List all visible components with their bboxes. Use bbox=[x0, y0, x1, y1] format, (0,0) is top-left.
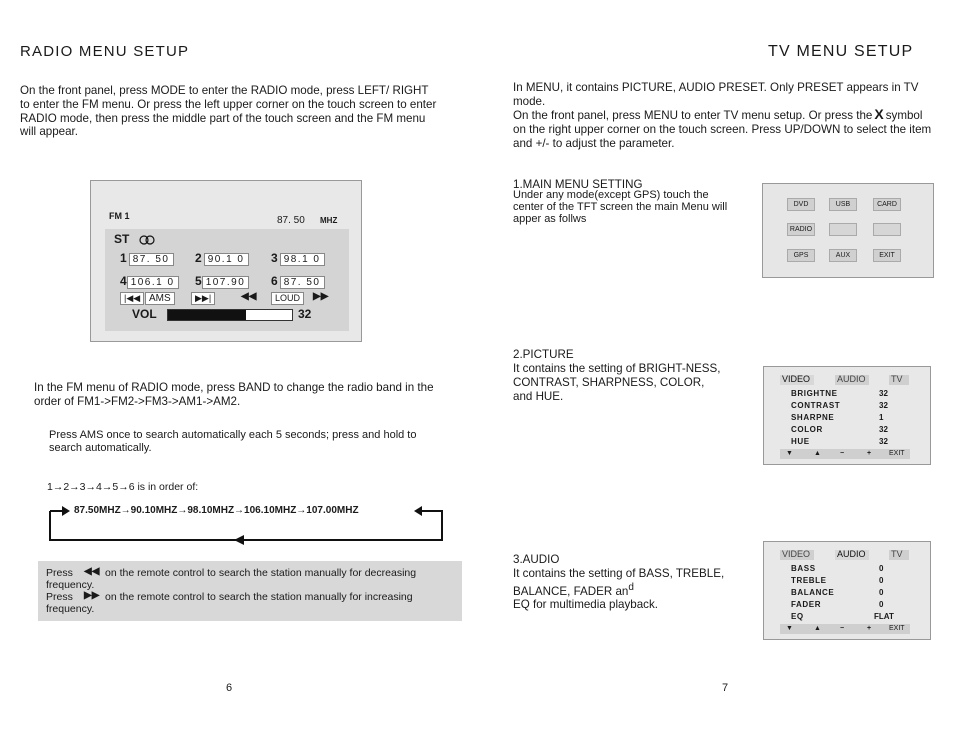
main-menu-aux-button[interactable]: AUX bbox=[829, 249, 857, 262]
section-3-title: 3.AUDIO bbox=[513, 553, 560, 566]
tab-tv[interactable]: TV bbox=[891, 549, 903, 559]
current-frequency: 87. 50 bbox=[277, 215, 305, 226]
tab-audio[interactable]: AUDIO bbox=[837, 549, 866, 559]
volume-bar[interactable] bbox=[167, 309, 293, 321]
volume-fill bbox=[168, 310, 246, 320]
preset-4[interactable]: 4 106.1 0 bbox=[120, 274, 179, 289]
ams-button[interactable]: AMS bbox=[145, 292, 175, 305]
setting-label: FADER bbox=[791, 600, 822, 609]
fast-forward-icon: ▶▶ bbox=[84, 590, 100, 601]
preset-1[interactable]: 1 87. 50 bbox=[120, 251, 174, 266]
setting-value: 32 bbox=[879, 389, 888, 398]
main-menu-exit-button[interactable]: EXIT bbox=[873, 249, 901, 262]
section-2-title: 2.PICTURE bbox=[513, 348, 574, 361]
note-text-1: on the remote control to search the station manually for decreasing bbox=[105, 567, 417, 579]
seek-back-icon[interactable]: ◀◀ bbox=[241, 291, 257, 302]
setting-value: 0 bbox=[879, 564, 884, 573]
setting-value: 32 bbox=[879, 401, 888, 410]
setting-value: FLAT bbox=[874, 612, 894, 621]
next-track-icon[interactable]: ▶▶| bbox=[191, 292, 215, 305]
menu-nav-bar bbox=[780, 624, 910, 634]
plus-icon[interactable]: + bbox=[867, 450, 872, 457]
radio-intro-text: On the front panel, press MODE to enter the RADIO mode, press LEFT/ RIGHT to enter the FM menu. Or press the left upper corner on the touch screen to enter RADIO mode, then press the middle part of the touch screen and the FM menu will appear. bbox=[20, 84, 437, 139]
tv-setup-title: TV MENU SETUP bbox=[768, 43, 914, 60]
preset-2[interactable]: 2 90.1 0 bbox=[195, 251, 249, 266]
volume-value: 32 bbox=[298, 307, 312, 321]
menu-symbol-icon: X bbox=[874, 106, 884, 122]
section-2-text: It contains the setting of BRIGHT-NESS, CONTRAST, SHARPNESS, COLOR, and HUE. bbox=[513, 362, 721, 403]
note-text-2: on the remote control to search the station manually for increasing bbox=[105, 591, 413, 603]
main-menu-card-button[interactable]: CARD bbox=[873, 198, 901, 211]
setting-label: CONTRAST bbox=[791, 401, 841, 410]
main-menu-dvd-button[interactable]: DVD bbox=[787, 198, 815, 211]
down-arrow-icon[interactable]: ▼ bbox=[786, 625, 793, 632]
setting-label: SHARPNE bbox=[791, 413, 835, 422]
band-label: FM 1 bbox=[109, 211, 130, 221]
radio-panel bbox=[105, 229, 349, 331]
setting-value: 1 bbox=[879, 413, 884, 422]
up-arrow-icon[interactable]: ▲ bbox=[814, 450, 821, 457]
preset-3[interactable]: 3 98.1 0 bbox=[271, 251, 325, 266]
section-1-text: Under any mode(except GPS) touch the center of the TFT screen the main Menu will apper as follws bbox=[513, 189, 728, 225]
seek-forward-icon[interactable]: ▶▶ bbox=[313, 291, 329, 302]
picture-menu-screen bbox=[763, 366, 931, 465]
preset-5[interactable]: 5 107.90 bbox=[195, 274, 249, 289]
note-press-1: Press bbox=[46, 567, 73, 579]
setting-label: BALANCE bbox=[791, 588, 835, 597]
setting-value: 0 bbox=[879, 576, 884, 585]
setting-label: HUE bbox=[791, 437, 810, 446]
setting-label: COLOR bbox=[791, 425, 823, 434]
main-menu-empty-slot bbox=[873, 223, 901, 236]
setting-label: TREBLE bbox=[791, 576, 827, 585]
main-menu-gps-button[interactable]: GPS bbox=[787, 249, 815, 262]
tab-audio[interactable]: AUDIO bbox=[837, 374, 866, 384]
audio-menu-screen bbox=[763, 541, 931, 640]
stereo-label: ST bbox=[114, 232, 130, 246]
minus-icon[interactable]: − bbox=[840, 625, 845, 632]
exit-button[interactable]: EXIT bbox=[889, 450, 905, 457]
preset-6[interactable]: 6 87. 50 bbox=[271, 274, 325, 289]
menu-nav-bar bbox=[780, 449, 910, 459]
plus-icon[interactable]: + bbox=[867, 625, 872, 632]
note-text-2b: frequency. bbox=[46, 603, 95, 615]
down-arrow-icon[interactable]: ▼ bbox=[786, 450, 793, 457]
radio-fm-screen bbox=[90, 180, 362, 342]
setting-value: 32 bbox=[879, 437, 888, 446]
preset-order-text: 1→2→3→4→5→6 is in order of: bbox=[47, 481, 199, 493]
frequency-cycle-text: 87.50MHZ→90.10MHZ→98.10MHZ→106.10MHZ→107.00MHZ bbox=[74, 505, 359, 516]
setting-value: 0 bbox=[879, 588, 884, 597]
ams-instructions: Press AMS once to search automatically each 5 seconds; press and hold to search automatically. bbox=[49, 429, 417, 454]
main-menu-radio-button[interactable]: RADIO bbox=[787, 223, 815, 236]
exit-button[interactable]: EXIT bbox=[889, 625, 905, 632]
setting-label: BASS bbox=[791, 564, 816, 573]
tv-intro-2: On the front panel, press MENU to enter TV menu setup. Or press the X symbol on the right upper corner on the touch screen. Press UP/DOWN to select the item and +/- to adjust the parameter. bbox=[513, 106, 932, 150]
note-text-1b: frequency. bbox=[46, 579, 95, 591]
tv-intro-1: In MENU, it contains PICTURE, AUDIO PRESET. Only PRESET appears in TV mode. bbox=[513, 81, 919, 108]
frequency-unit: MHZ bbox=[320, 216, 338, 225]
tab-video[interactable]: VIDEO bbox=[782, 374, 811, 384]
note-press-2: Press bbox=[46, 591, 73, 603]
up-arrow-icon[interactable]: ▲ bbox=[814, 625, 821, 632]
volume-label: VOL bbox=[132, 307, 157, 321]
main-menu-empty-slot bbox=[829, 223, 857, 236]
main-menu-screen bbox=[762, 183, 934, 278]
setting-label: EQ bbox=[791, 612, 804, 621]
section-3-text: It contains the setting of BASS, TREBLE, BALANCE, FADER $an^d$ EQ for multimedia playback. bbox=[513, 567, 725, 612]
section-1-title: 1.MAIN MENU SETTING bbox=[513, 178, 643, 191]
radio-setup-title: RADIO MENU SETUP bbox=[20, 43, 190, 60]
minus-icon[interactable]: − bbox=[840, 450, 845, 457]
loud-button[interactable]: LOUD bbox=[271, 292, 304, 305]
stereo-icon bbox=[138, 235, 156, 245]
manual-search-note bbox=[38, 561, 462, 621]
rewind-icon: ◀◀ bbox=[84, 566, 100, 577]
setting-value: 0 bbox=[879, 600, 884, 609]
page-number-left: 6 bbox=[226, 682, 233, 694]
main-menu-usb-button[interactable]: USB bbox=[829, 198, 857, 211]
setting-label: BRIGHTNE bbox=[791, 389, 838, 398]
setting-value: 32 bbox=[879, 425, 888, 434]
tab-tv[interactable]: TV bbox=[891, 374, 903, 384]
tab-video[interactable]: VIDEO bbox=[782, 549, 811, 559]
band-instructions: In the FM menu of RADIO mode, press BAND to change the radio band in the order of FM1->FM2->FM3->AM1->AM2. bbox=[34, 381, 434, 408]
page-number-right: 7 bbox=[722, 682, 729, 694]
prev-track-icon[interactable]: |◀◀ bbox=[120, 292, 144, 305]
